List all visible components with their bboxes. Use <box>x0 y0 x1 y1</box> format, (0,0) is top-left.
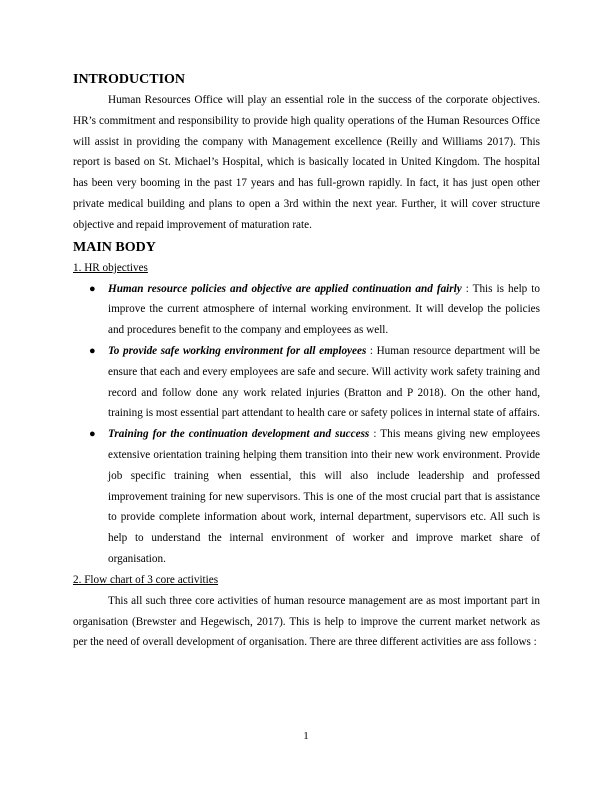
introduction-heading: INTRODUCTION <box>73 72 186 87</box>
bullet-icon: ● <box>89 282 96 295</box>
bullet-text: : This is help to improve the current atmosphere of internal working environment. It will develop the policies and procedures benefit to the company and employees as well. <box>108 282 540 337</box>
bullet-lead: Human resource policies and objective are applied continuation and fairly <box>108 282 462 295</box>
hr-objectives-list <box>73 279 540 570</box>
section-2-paragraph: This all such three core activities of human resource management are as most important part in organisation (Brewster and Hegewisch, 2017). This is help to improve the current market network as per the need of overall development of organisation. There are three different activities are ass follows : <box>73 594 540 649</box>
bullet-icon: ● <box>89 344 96 357</box>
list-item <box>73 341 540 424</box>
bullet-icon: ● <box>89 428 96 441</box>
list-item <box>73 279 540 341</box>
section-2-title: 2. Flow chart of 3 core activities <box>73 573 219 586</box>
section-1-title: 1. HR objectives <box>73 261 148 274</box>
list-item <box>73 424 540 570</box>
bullet-text: : This means giving new employees extensive orientation training helping them transition into their new work environment. Provide job specific training when essential, this will also include leadership and professed improvement training for new supervisors. This is one of the most crucial part that is assistance to provide complete information about work, internal department, supervisors etc. All such is help to understand the internal environment of worker and improve market share of organisation. <box>108 428 541 565</box>
bullet-lead: Training for the continuation development and success <box>108 428 370 441</box>
document-page <box>73 70 540 653</box>
main-body-heading: MAIN BODY <box>73 239 156 255</box>
introduction-paragraph: Human Resources Office will play an essential role in the success of the corporate objectives. HR’s commitment and responsibility to provide high quality operations of the Human Resources Office will assist in providing the company with Management excellence (Reilly and Williams 2017). This report is based on St. Michael’s Hospital, which is basically located in United Kingdom. The hospital has been very booming in the past 17 years and has full-grown rapidly. In fact, it has just open other private medical building and plans to open a 3rd within the next year. Further, it will cover structure objective and repaid improvement of maturation rate. <box>73 94 540 231</box>
bullet-text: : Human resource department will be ensure that each and every employees are safe and secure. Will activity work safety training and record and follow done any work related injuries (Bratton and P 2018). On the other hand, training is most essential part attendant to health care or safety polices in internal state of affairs. <box>108 344 540 420</box>
page-number: 1 <box>303 730 309 742</box>
bullet-lead: To provide safe working environment for all employees <box>108 344 367 357</box>
